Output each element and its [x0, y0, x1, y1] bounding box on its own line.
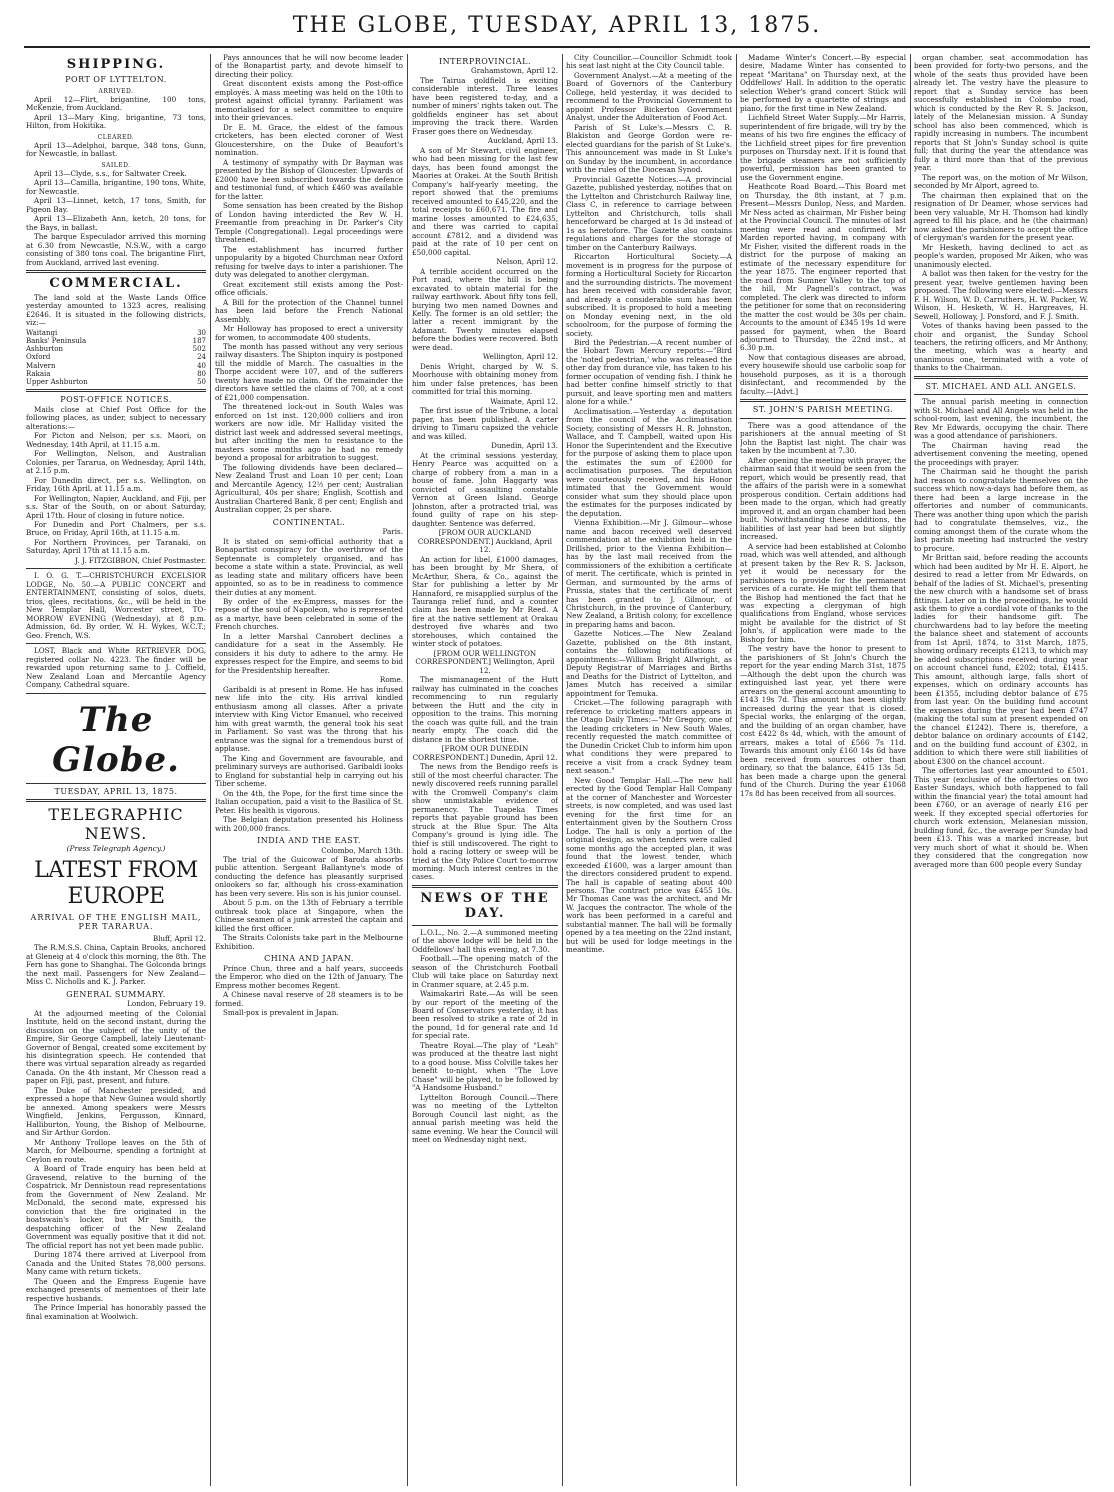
- column-1: [26, 54, 206, 1486]
- article-text: organ chamber, seat accommodation has been provided for forty-two persons, and the whole of the seats thus provided have been already let. The vestry have the pleasure to report that a Sunday service has been successfully established in Colombo road, which is conducted by the Rev R. S. Jackson, lately of the Melanesian mission. A Sunday school has also been commenced, which is rapidly increasing in numbers. The incumbent reports that St John's Sunday school is quite full; that during the year the attendance was fully a third more than that of the previous year.: [914, 54, 1088, 173]
- dateline: [FROM OUR WELLINGTON CORRESPONDENT.] Wellington, April 12.: [415, 648, 555, 675]
- article-text: The King and Government are favourable, and preliminary surveys are authorised. Garibaldi looks to England for substantial help in carrying out his Tiber scheme.: [215, 753, 403, 789]
- dateline-paris: Paris.: [382, 527, 403, 537]
- masthead: [24, 6, 1090, 48]
- news-item: City Councillor.—Councillor Schmidt took his seat last night at the City Council table.: [566, 54, 732, 71]
- land-district: Oxford: [26, 353, 51, 362]
- news-item: New Good Templar Hall.—The new hall erected by the Good Templar Hall Company at the corner of Manchester and Worcester streets, is now completed, and was used last evening for the first time for an entertainment given by the Southern Cross Lodge. The hall is only a portion of the original design, as when tenders were called some months ago the accepted plan, it was found that the lowest tender, which exceeded £1600, was a larger amount than the directors considered prudent to expend. The hall is capable of seating about 400 persons. The contract price was £455 10s. Mr Thomas Cane was the architect, and Mr W. Jacques the contractor. The whole of the work has been performed in a careful and substantial manner. The hall will be formally opened by a tea meeting on the 22nd instant, but will be used for lodge meetings in the meantime.: [566, 775, 732, 955]
- shipping-entry: April 13—Adelphoi, barque, 348 tons, Gunn, for Newcastle, in ballast.: [26, 140, 206, 159]
- post-notice: Mails close at Chief Post Office for the following places, as under, subject to necessary alterations:—: [26, 404, 206, 431]
- dateline-colombo: Colombo, March 13th.: [321, 845, 403, 855]
- divider: [26, 389, 206, 392]
- article-text: A ballot was then taken for the vestry for the present year, twelve gentlemen having been proposed. The following were elected:—Messrs F. H. Wilson, W. D. Carruthers, H. W. Packer, W. Wilson, H. Hesketh, W. H. Hargreaves, H. Sewell, Holloway, J. Ponsford, and F. J. Smith.: [914, 269, 1088, 321]
- dateline: [FROM OUR DUNEDIN CORRESPONDENT.] Dunedin, April 12.: [412, 744, 558, 762]
- shipping-entry: April 12—Flirt, brigantine, 100 tons, McKenzie, from Auckland.: [26, 94, 206, 113]
- article-text: Dr E. M. Grace, the eldest of the famous cricketers, has been elected coroner of West Gloucestershire, on the Duke of Beaufort's nomination.: [215, 122, 403, 158]
- article-text: The Queen and the Empress Eugenie have exchanged presents of mementoes of their late respective husbands.: [26, 1276, 206, 1303]
- news-item: Madame Winter's Concert.—By especial desire, Madame Winter has consented to repeat "Maritana" on Thursday next, at the Oddfellows' Hall. In addition to the operatic selection Weber's grand concert Stück will be performed by a quartette of strings and piano, for the first time in New Zealand.: [740, 54, 906, 113]
- article-text: The Straits Colonists take part in the Melbourne Exhibition.: [215, 933, 403, 951]
- shipping-heading: SHIPPING.: [66, 57, 166, 72]
- divider: [26, 693, 206, 694]
- dateline: Dunedin, April 13.: [491, 441, 558, 451]
- post-notice: For Picton and Nelson, per s.s. Maori, on Wednesday, 14th April, at 11.15 a.m.: [26, 431, 206, 449]
- news-item: Lyttelton Borough Council.—There was no meeting of the Lyttelton Borough Council last night, as the annual parish meeting was held the same evening. We hear the Council will meet on Wednesday night next.: [412, 1092, 558, 1145]
- article-text: A testimony of sympathy with Dr Bayman was presented by the Bishop of Gloucester. Upwards of £2000 have been subscribed towards the defence and testimonial fund, of which £460 was available for the latter.: [215, 157, 403, 201]
- article-text: Mr Hesketh, having declined to act as people's warden, proposed Mr Aiken, who was unanimously elected.: [914, 242, 1088, 269]
- land-intro: The land sold at the Waste Lands Office yesterday amounted to 1323 acres, realising £2646. It is situated in the following districts, viz:—: [26, 292, 206, 328]
- article-text: It is stated on semi-official authority that a Bonapartist conspiracy for the overthrow of the Septennate is completely organised, and has become a state within a state. Provincial, as well as leading state and military officers have been appointed, so as to be in readiness to commence their duties at any moment.: [215, 536, 403, 597]
- article-text: Great discontent exists among the Post-office employés. A mass meeting was held on the 10th to protest against official tyranny. Parliament was memorialised for a select committee to enquire into their grievances.: [215, 79, 403, 123]
- article-text: The offertories last year amounted to £501. This year (exclusive of the offertories on two Easter Sundays, which both happened to fall within the financial year) the total amount had been £760, or an average of nearly £16 per week. If they excepted special offertories for church work extension, Melanesian mission, building fund, &c., the average per Sunday had been £13. This was a marked increase, but very much short of what it should be. When they considered that the congregation now averaged more than 600 people every Sunday: [914, 766, 1088, 869]
- column-4: [566, 54, 732, 1486]
- dateline: Auckland, April 13.: [487, 136, 558, 146]
- article-text: A Chinese naval reserve of 28 steamers is to be formed.: [215, 990, 403, 1008]
- land-district: Ashburton: [26, 345, 64, 353]
- article-text: Prince Chun, three and a half years, succeeds the Emperor, who died on the 12th of January. The Empress mother becomes Regent.: [215, 963, 403, 990]
- article-text: An action for libel, £1000 damages, has been brought by Mr Shera, of McArthur, Shera, & Co., against the Star for publishing a letter by Mr Hannaford, re misapplied surplus of the Tauranga relief fund, and a counter claim has been made by Mr Reed. A fire at the native settlement at Orakau destroyed five wharès and two storehouses, which contained the winter stock of potatoes.: [412, 554, 558, 649]
- news-item: Gazette Notices.—The New Zealand Gazette, published on the 8th instant, contains the following notifications of appointments:—William Bright Allwright, as Deputy Registrar of Marriages and Births and Deaths for the District of Lyttelton, and James Mutch has received a similar appointment for Temuka.: [566, 629, 732, 698]
- china-heading: CHINA AND JAPAN.: [264, 954, 354, 964]
- news-item: Acclimatisation.—Yesterday a deputation from the council of the Acclimatisation Society, consisting of Messrs H. R. Johnston, Wallace, and T. Campbell, waited upon His Honor the Superintendent and the Executive for the purpose of asking them to place upon the estimates the sum of £2000 for acclimatisation purposes. The deputation were courteously received, and his Honor intimated that the Government would consider what sum they should place upon the estimates for the purposes indicated by the deputation.: [566, 406, 732, 518]
- land-acres: 30: [197, 328, 206, 337]
- article-text: The mismanagement of the Hutt railway has culminated in the coaches recommencing to run regularly between the Hutt and the city in opposition to the trains. This morning the coach was quite full, and the train nearly empty. The coach did the distance in the shortest time.: [412, 675, 558, 744]
- column-2: [215, 54, 403, 1486]
- st-johns-heading: ST. JOHN'S PARISH MEETING.: [752, 405, 894, 415]
- divider: [26, 643, 206, 644]
- land-acres: 502: [192, 345, 206, 353]
- article-text: During 1874 there arrived at Liverpool from Canada and the United States 78,000 persons. Many came with return tickets.: [26, 1250, 206, 1277]
- land-district: Waitangi: [26, 328, 58, 337]
- article-text: A Board of Trade enquiry has been held at Gravesend, relative to the burning of the Cospatrick. Mr Dennistoun read representations from the Government of New Zealand. Mr McDonald, the second mate, expressed his conviction that the fire originated in the boatswain's locker, but Mr Smith, the despatching officer of the New Zealand Government was equally positive that it did not. The official report has not yet been made public.: [26, 1164, 206, 1250]
- dateline: Grahamstown, April 12.: [471, 66, 558, 76]
- article-text: Mr Brittan said, before reading the accounts which had been audited by Mr H. E. Alport, he desired to read a letter from Mr Edwards, on behalf of the ladies of St. Michael's, presenting the new church with a handsome set of brass fittings. Later on in the proceedings, he would ask them to give a cordial vote of thanks to the ladies for their handsome gift. The churchwardens had to lay before the meeting the balance sheet and statement of accounts from 1st April, 1874, to 31st March, 1875, showing ordinary receipts £1213, to which may be added subscriptions received during year on account chancel fund, £202; total, £1415. This amount, although large, falls short of expenses, which on ordinary accounts has been £1355, including debtor balance of £75 from last year. On the building fund account the expenses during the year had been £747 (making the total sum at present expended on the chancel £1242). There is, therefore, a debtor balance on ordinary accounts of £142, and on the building fund account of £302, in addition to which there were still liabilities of about £300 on the chancel account.: [914, 553, 1088, 766]
- india-heading: INDIA AND THE EAST.: [257, 836, 361, 846]
- land-district: Banks' Peninsula: [26, 336, 87, 345]
- globe-logo: The Globe.: [52, 699, 180, 780]
- news-item: Provincial Gazette Notices.—A provincial Gazette, published yesterday, notifies that on the Lyttelton and Christchurch Railway line, Class C, in reference to carriage between Lyttelton and Christchurch, tolls shall henceforward be charged at 1s 3d instead of 1s as heretofore. The Gazette also contains regulations and charges for the storage of timber on the Canterbury Railways.: [566, 174, 732, 252]
- shipping-entry: April 13—Clyde, s.s., for Saltwater Creek.: [34, 168, 187, 178]
- article-text: The first issue of the Tribune, a local paper, has been published. A carter driving to Timaru capsized the vehicle and was killed.: [412, 406, 558, 441]
- post-notice: For Dunedin direct, per s.s. Wellington, on Friday, 16th April, at 11.15 a.m.: [26, 475, 206, 494]
- land-acres: 80: [197, 369, 206, 378]
- post-notice: For Dunedin and Port Chalmers, per s.s. Bruce, on Friday, April 16th, at 11.15 a.m.: [26, 519, 206, 538]
- summary-heading: GENERAL SUMMARY.: [66, 989, 166, 999]
- commercial-heading: COMMERCIAL.: [49, 276, 183, 292]
- st-michaels-heading: ST. MICHAEL AND ALL ANGELS.: [925, 381, 1077, 391]
- article-text: The Duke of Manchester presided, and expressed a hope that New Guinea would shortly be annexed. Among speakers were Messrs Wingfield, Jenkins, Fergusson, Kinnard, Halliburton, Young, the Bishop of Melbourne, and Sir Arthur Gordon.: [26, 1085, 206, 1138]
- shipping-note: The barque Especulador arrived this morning at 6.30 from Newcastle, N.S.W., with a cargo consisting of 380 tons coal. The brigantine Flirt, from Auckland, arrived last evening.: [26, 232, 206, 267]
- article-text: The Belgian deputation presented his Holiness with 200,000 francs.: [215, 815, 403, 833]
- shipping-entry: April 13—Mary King, brigantine, 73 tons, Hilton, from Hokitika.: [26, 112, 206, 131]
- post-notice: For Wellington, Napier, Auckland, and Fiji, per s.s. Star of the South, on or about Saturday, April 17th. Hour of closing in future notice.: [26, 493, 206, 520]
- column-divider: [736, 54, 737, 1486]
- table-row: [26, 353, 206, 361]
- land-acres: 50: [197, 378, 206, 386]
- article-text: Mr Holloway has proposed to erect a university for women, to accommodate 400 students.: [215, 324, 403, 342]
- shipping-entry: April 13—Elizabeth Ann, ketch, 20 tons, for the Bays, in ballast.: [26, 214, 206, 232]
- post-signature: J. J. FITZGIBBON, Chief Postmaster.: [75, 555, 206, 565]
- news-item: Riccarton Horticultural Society.—A movement is in progress for the purpose of forming a Horticultural Society for Riccarton and the surrounding districts. The movement has been received with considerable favor, and already a considerable sum has been subscribed. It is proposed to hold a meeting on Monday evening next, in the old schoolroom, for the purpose of forming the society.: [566, 252, 732, 338]
- article-text: Mr Anthony Trollope leaves on the 5th of March, for Melbourne, spending a fortnight at Ceylon en route.: [26, 1137, 206, 1164]
- article-text: At the criminal sessions yesterday, Henry Pearce was acquitted on a charge of robbery from a man in a house of fame. John Haggarty was convicted of assaulting constable Vernon at Green Island. George Johnston, after a protracted trial, was found guilty of rape on his step-daughter. Sentence was deferred.: [412, 450, 558, 528]
- table-row: [26, 362, 206, 370]
- telegraphic-heading: TELEGRAPHIC NEWS.: [48, 805, 184, 844]
- dateline: Waimate, April 12.: [490, 396, 558, 406]
- dateline: Nelson, April 12.: [496, 257, 558, 267]
- dateline: TUESDAY, APRIL 13, 1875.: [54, 786, 178, 796]
- article-text: The following dividends have been declared—New Zealand Trust and Loan 10 per cent; Loan and Mercantile Agency, 12½ per cent; Australian Agricultural, 40s per share; English, Scottish and Australian Chartered Bank, 8 per cent; English and Australian copper, 2s per share.: [215, 462, 403, 515]
- land-acres: 40: [197, 361, 206, 370]
- article-text: The R.M.S.S. China, Captain Brooks, anchored at Gleneig at 4 o'clock this morning, the 8th. The Fern has gone to Shanghai. The Golconda brings the next mail. Passengers for New Zealand—Miss C. Nicholls and K. J. Parker.: [26, 943, 206, 987]
- news-item: Waimakariri Rate.—As will be seen by our report of the meeting of the Board of Conservators yesterday, it has been resolved to strike a rate of 2d in the pound, 1d for general rate and 1d for special rate.: [412, 989, 558, 1041]
- article-text: By order of the ex-Empress, masses for the repose of the soul of Napoleon, who is represented as a martyr, have been celebrated in some of the French churches.: [215, 596, 403, 632]
- article-text: After opening the meeting with prayer, the chairman said that it would be seen from the report, which would be presently read, that the affairs of the parish were in a somewhat prosperous condition. Certain additions had been made to the organ, which had greatly improved it, and an organ chamber had been built. Notwithstanding these additions, the liabilities of last year had been but slightly increased.: [740, 455, 906, 542]
- dateline-rome: Rome.: [379, 675, 403, 685]
- news-item: Cricket.—The following paragraph with reference to cricketing matters appears in the Otago Daily Times:—"Mr Gregory, one of the leading cricketers in New South Wales, recently requested the match committee of the Dunedin Cricket Club to inform him upon what conditions they were prepared to receive a visit from a crack Sydney team next season.": [566, 698, 732, 776]
- table-row: [26, 337, 206, 345]
- article-text: In a letter Marshal Canrobert declines a candidature for a seat in the Assembly. He considers it his duty to adhere to the army. He expresses respect for the Empire, and seems to bid for the Presidentship hereafter.: [215, 631, 403, 675]
- column-divider: [210, 54, 211, 1486]
- shipping-entry: April 13—Camilla, brigantine, 190 tons, White, for Newcastle.: [26, 178, 206, 196]
- post-heading: POST-OFFICE NOTICES.: [60, 395, 172, 405]
- land-acres: 187: [192, 336, 206, 345]
- table-row: [26, 345, 206, 353]
- article-text: A Bill for the protection of the Channel tunnel has been laid before the French National Assembly.: [215, 297, 403, 324]
- article-text: The Tairua goldfield is exciting considerable interest. Three leases have been registered to-day, and a number of miners' rights taken out. The goldfields engineer has set about improving the track there. Warden Fraser goes there on Wednesday.: [412, 75, 558, 136]
- column-divider: [910, 54, 911, 1486]
- post-notice: For Northern Provinces, per Taranaki, on Saturday, April 17th at 11.15 a.m.: [26, 537, 206, 556]
- shipping-entry: April 13—Linnet, ketch, 17 tons, Smith, for Pigeon Bay.: [26, 196, 206, 214]
- news-item: Lichfield Street Water Supply.—Mr Harris, superintendent of fire brigade, will try by the means of his two fire engines the efficacy of the Lichfield street pipes for fire prevention purposes on Thursday next. If it is found that the brigade steamers are not sufficiently powerful, permission has been granted to use the Government engine.: [740, 113, 906, 182]
- advert-lost-dog: LOST, Black and White RETRIEVER DOG, registered collar No. 4223. The finder will be rewarded upon returning same to J. Coffield, New Zealand Loan and Mercantile Agency Company, Cathedral square.: [26, 646, 206, 690]
- divider: [412, 925, 558, 926]
- press-agency-credit: (Press Telegraph Agency.): [66, 844, 166, 854]
- column-5: [740, 54, 906, 1486]
- news-item: Bird the Pedestrian.—A recent number of the Hobart Town Mercury reports:—"Bird the 'noted pedestrian,' who was released the other day from durance vile, has taken to his former occupation of vending fish. I think he had better confine himself strictly to that pursuit, and leave sporting men and matters alone for a while.": [566, 337, 732, 407]
- dateline-bluff: Bluff, April 12.: [152, 933, 206, 943]
- article-text: The threatened lock-out in South Wales was enforced on 1st inst. 120,000 colliers and iron workers are now idle. Mr Halliday visited the district last week and addressed several meetings, but after inciting the men to resistance to the masters some months ago he had no remedy beyond a proposal for arbitration to suggest.: [215, 402, 403, 463]
- article-text: There was a good attendance of the parishioners at the annual meeting of St John the Baptist last night. The chair was taken by the incumbent at 7.30.: [740, 420, 906, 456]
- land-district: Malvern: [26, 361, 56, 370]
- article-text: At the adjourned meeting of the Colonial Institute, held on the second instant, during the discussion on the subject of the unity of the Empire, Sir George Campbell, lately Lieutenant-Governor of Bengal, created some excitement by his disintegration speech. He contended that there was virtual separation already as regarded Canada. On the 4th instant, Mr Chesson read a paper on Fiji, past, present, and future.: [26, 1008, 206, 1086]
- advert-iogt: I. O. G. T.—CHRISTCHURCH EXCELSIOR LODGE, No. 50.—A PUBLIC CONCERT and ENTERTAINMENT, consisting of solos, duets, trios, glees, recitations, &c., will be held in the New Templar Hall, Worcester street, TO-MORROW EVENING (Wednesday), at 8 p.m. Admission, 6d. By order, W. H. Wykes, W.C.T.; Geo. French, W.S.: [26, 571, 206, 640]
- dateline: Wellington, April 12.: [482, 352, 558, 362]
- dateline: [FROM OUR AUCKLAND CORRESPONDENT.] Auckland, April 12.: [417, 528, 553, 555]
- news-item: Heathcote Road Board.—This Board met on Thursday, the 8th instant, at 7 p.m. Present—Messrs Dunlop, Ness, and Marden. Mr Ness acted as chairman, Mr Fisher being at the Provincial Council. The minutes of last meeting were read and confirmed. Mr Marden reported having, in company with Mr Fisher, visited the different roads in the district for the purpose of making an estimate of the necessary expenditure for the year 1875. The engineer reported that the road from Sumner Valley to the top of the hill, Mr Pagnell's contract, was completed. The clerk was directed to inform the petitioner for some that on reconsidering the matter the cost would be 30s per chain. Accounts to the amount of £345 19s 1d were passed for payment, when the Board adjourned to Thursday, the 22nd inst., at 6.30 p.m.: [740, 182, 906, 353]
- article-text: The month has passed without any very serious railway disasters. The Shipton inquiry is postponed till the middle of March. The casualties in the Thorpe accident were 107, and of the sufferers twenty have made no claim. Of the remainder the directors have settled the claims of 700, at a cost of £21,000 compensation.: [215, 341, 403, 402]
- divider: [26, 783, 206, 784]
- article-text: On the 4th, the Pope, for the first time since the Italian occupation, paid a visit to the Basilica of St. Peter. His health is vigorous.: [215, 788, 403, 815]
- news-item: Parish of St Luke's.—Messrs C. R. Blakiston and George Gordon were re-elected guardians for the parish of St Luke's. This announcement was made in St Luke's on Sunday by the incumbent, in accordance with the rules of the Diocesan Synod.: [566, 122, 732, 175]
- news-item: Theatre Royal.—The play of "Leah" was produced at the theatre last night to a good house. Miss Colville takes her benefit to-night, when "The Love Chase" will be played, to be followed by "A Handsome Husband.": [412, 1040, 558, 1093]
- latest-europe-heading: LATEST FROM EUROPE: [34, 857, 198, 909]
- article-text: Pays announces that he will now become leader of the Bonapartist party, and devote himself to directing their policy.: [215, 54, 403, 79]
- article-text: The report was, on the motion of Mr Wilson, seconded by Mr Alport, agreed to.: [914, 172, 1088, 191]
- article-text: The vestry have the honor to present to the parishioners of St John's Church the report for the year ending March 31st, 1875—Although the debt upon the church was extinguished last year, yet there were arrears on the general account amounting to £143 19s 7d. This amount has been slightly increased during the year that is closed. Special works, the enlarging of the organ, and the building of an organ chamber, have cost £422 8s 4d, which, with the amount of arrears, makes a total of £566 7s 11d. Towards this amount only £160 14s 6d have been received from sources other than ordinary, so that the balance, £415 13s 5d, has been made a charge upon the general fund of the Church. During the year £1068 17s 8d has been received from all sources.: [740, 644, 906, 798]
- divider: [914, 394, 1088, 395]
- article-text: Great excitement still exists among the Post-office officials.: [215, 279, 403, 298]
- table-row: [26, 370, 206, 378]
- post-notice: For Wellington, Nelson, and Australian Colonies, per Tararua, on Wednesday, April 14th, at 2.15 p.m.: [26, 449, 206, 476]
- divider: [740, 399, 906, 402]
- news-item: Vienna Exhibition.—Mr J. Gilmour—whose name and bacon received well deserved commendation at the exhibition held in the Drillshed, prior to the Vienna Exhibition—has by the last mail received from the commissioners of the exhibition a certificate of merit. The certificate, which is printed in German, and surmounted by the arms of Prussia, states that the certificate of merit has been granted to J. Gilmour, of Christchurch, in the province of Canterbury, New Zealand, a British colony, for excellence in preparing hams and bacon.: [566, 518, 732, 629]
- divider: [914, 376, 1088, 379]
- column-3: [412, 54, 558, 1486]
- divider: [26, 799, 206, 802]
- arrived-label: ARRIVED.: [98, 87, 134, 95]
- divider: [412, 885, 558, 888]
- article-text: The establishment has incurred further unpopularity by a bigoted Churchman near Oxford refusing for twelve days to inter a parishioner. The duty was delegated to another clergyman.: [215, 244, 403, 280]
- table-row: [26, 378, 206, 386]
- mail-heading: ARRIVAL OF THE ENGLISH MAIL, PER TARARUA.: [30, 912, 202, 932]
- article-text: Small-pox is prevalent in Japan.: [223, 1008, 339, 1018]
- article-text: Some sensation has been created by the Bishop of London having interdicted the Rev W. H. Freemantle from preaching in Dr. Parker's City Temple (Congregational). Legal proceedings were threatened.: [215, 201, 403, 245]
- article-text: The Chairman having read the advertisement convening the meeting, opened the proceedings with prayer.: [914, 440, 1088, 467]
- article-text: Votes of thanks having been passed to the choir and organist, the Sunday School teachers, the retiring officers, and Mr Anthony, the meeting, which was a hearty and unanimous one, terminated with a vote of thanks to the Chairman.: [914, 321, 1088, 373]
- news-item: Now that contagious diseases are abroad, every housewife should use carbolic soap for household purposes, as it is a thorough disinfectant, and recommended by the faculty.—[Advt.]: [740, 352, 906, 396]
- continental-heading: CONTINENTAL.: [272, 517, 346, 527]
- divider: [740, 418, 906, 419]
- cleared-label: CLEARED.: [97, 133, 135, 141]
- land-district: Rakaia: [26, 369, 51, 378]
- article-text: Denis Wright, charged by W. S. Moorhouse with obtaining money from him under false pretences, has been committed for trial this morning.: [412, 361, 558, 397]
- news-of-the-day-heading: NEWS OF THE DAY.: [420, 890, 550, 922]
- news-item: Government Analyst.—At a meeting of the Board of Governors of the Canterbury College, held yesterday, it was decided to recommend to the Provincial Government to appoint Professor Bickerton Government Analyst, under the Adulteration of Food Act.: [566, 70, 732, 123]
- article-text: About 5 p.m. on the 13th of February a terrible outbreak took place at Singapore, when the Chinese seamen of a junk arrested the captain and killed the first officer.: [215, 898, 403, 933]
- article-text: A son of Mr Stewart, civil engineer, who had been missing for the last few days, has been found amongst the Maories at Orakei. At the South British Company's half-yearly meeting, the report showed that the premiums received amounted to £45,220, and the total receipts to £60,671. The fire and marine losses amounted to £24,635, and there was carried to capital account £7812, and a dividend was paid at the rate of 10 per cent on £50,000 capital.: [412, 145, 558, 257]
- land-acres: 24: [197, 353, 206, 362]
- column-divider: [407, 54, 408, 1486]
- news-item: L.O.L., No. 2.—A summoned meeting of the above lodge will be held in the Oddfellows' hall this evening, at 7.30.: [412, 927, 558, 954]
- divider: [26, 270, 206, 273]
- interprovincial-heading: INTERPROVINCIAL.: [438, 57, 532, 66]
- article-text: The Prince Imperial has honorably passed the final examination at Woolwich.: [26, 1303, 206, 1321]
- article-text: The chairman then explained that on the resignation of Dr Deamer, whose services had been very valuable, Mr H. Thomson had kindly agreed to fill his place, and he (the chairman) now asked the parishioners to accept the office of clergyman's warden for the present year.: [914, 190, 1088, 243]
- port-heading: PORT OF LYTTELTON.: [65, 75, 167, 85]
- article-text: The annual parish meeting in connection with St. Michael and All Angels was held in the school-room, last evening, the incumbent, the Rev Mr Edwards, occupying the chair. There was a good attendance of parishioners.: [914, 397, 1088, 441]
- land-table: [26, 329, 206, 387]
- article-text: A terrible accident occurred on the Port road, where the hill is being excavated to obtain material for the railway earthwork. About fifty tons fell, burying two men named Downes and Kelly. The former is an old settler; the latter a recent immigrant by the Adamant. Twenty minutes elapsed before the bodies were recovered. Both were dead.: [412, 266, 558, 352]
- column-6: [914, 54, 1088, 1486]
- sailed-label: SAILED.: [101, 161, 131, 169]
- divider: [26, 568, 206, 569]
- news-item: Football.—The opening match of the season of the Christchurch Football Club will take place on Saturday next in Cranmer square, at 2.45 p.m.: [412, 954, 558, 989]
- article-text: A service had been established at Colombo road, which was well attended, and although at present taken by the Rev R. S. Jackson, yet it would be necessary for the parishioners to provide for the permanent services of a curate. He might tell them that the Bishop had mentioned the fact that he was expecting a clergyman of high qualifications from England, whose services might be available for the district of St John's, if application were made to the Bishop for him.: [740, 541, 906, 644]
- article-text: The Chairman said he thought the parish had reason to congratulate themselves on the success which now-a-days had before them, as there had been a large increase in the offertories and number of communicants. There was another thing upon which the parish had to congratulate themselves, viz., the coming amongst them of the curate whom the last parish meeting had instructed the vestry to procure.: [914, 467, 1088, 553]
- column-divider: [562, 54, 563, 1486]
- table-row: [26, 329, 206, 337]
- article-text: The trial of the Guicowar of Baroda absorbs public attention. Sergeant Ballantyne's mode of conducting the defence has pleasantly surprised onlookers so far, although his cross-examination has been very severe. His son is his junior counsel.: [215, 854, 403, 898]
- land-district: Upper Ashburton: [26, 378, 88, 386]
- article-text: The news from the Bendigo reefs is still of the most cheerful character. The newly discovered reefs running parallel with the Cromwell Company's claim show unmistakable evidence of permanency. The Tuapeka Times reports that payable ground has been struck at the Blue Spur. The Alta Company's ground is lying idle. The thief is still undiscovered. The right to hold a racing lottery or sweep will be tried at the City Police Court to-morrow morning. Much interest centres in the cases.: [412, 762, 558, 882]
- dateline-london: London, February 19.: [127, 999, 206, 1009]
- article-text: Garibaldi is at present in Rome. He has infused new life into the city. His arrival kindled enthusiasm among all classes. After a private interview with King Victor Emanuel, who received him with great warmth, the general took his seat in Parliament. So vast was the throng that his entrance was the signal for a tremendous burst of applause.: [215, 684, 403, 754]
- masthead-title: THE GLOBE, TUESDAY, APRIL 13, 1875.: [292, 13, 822, 38]
